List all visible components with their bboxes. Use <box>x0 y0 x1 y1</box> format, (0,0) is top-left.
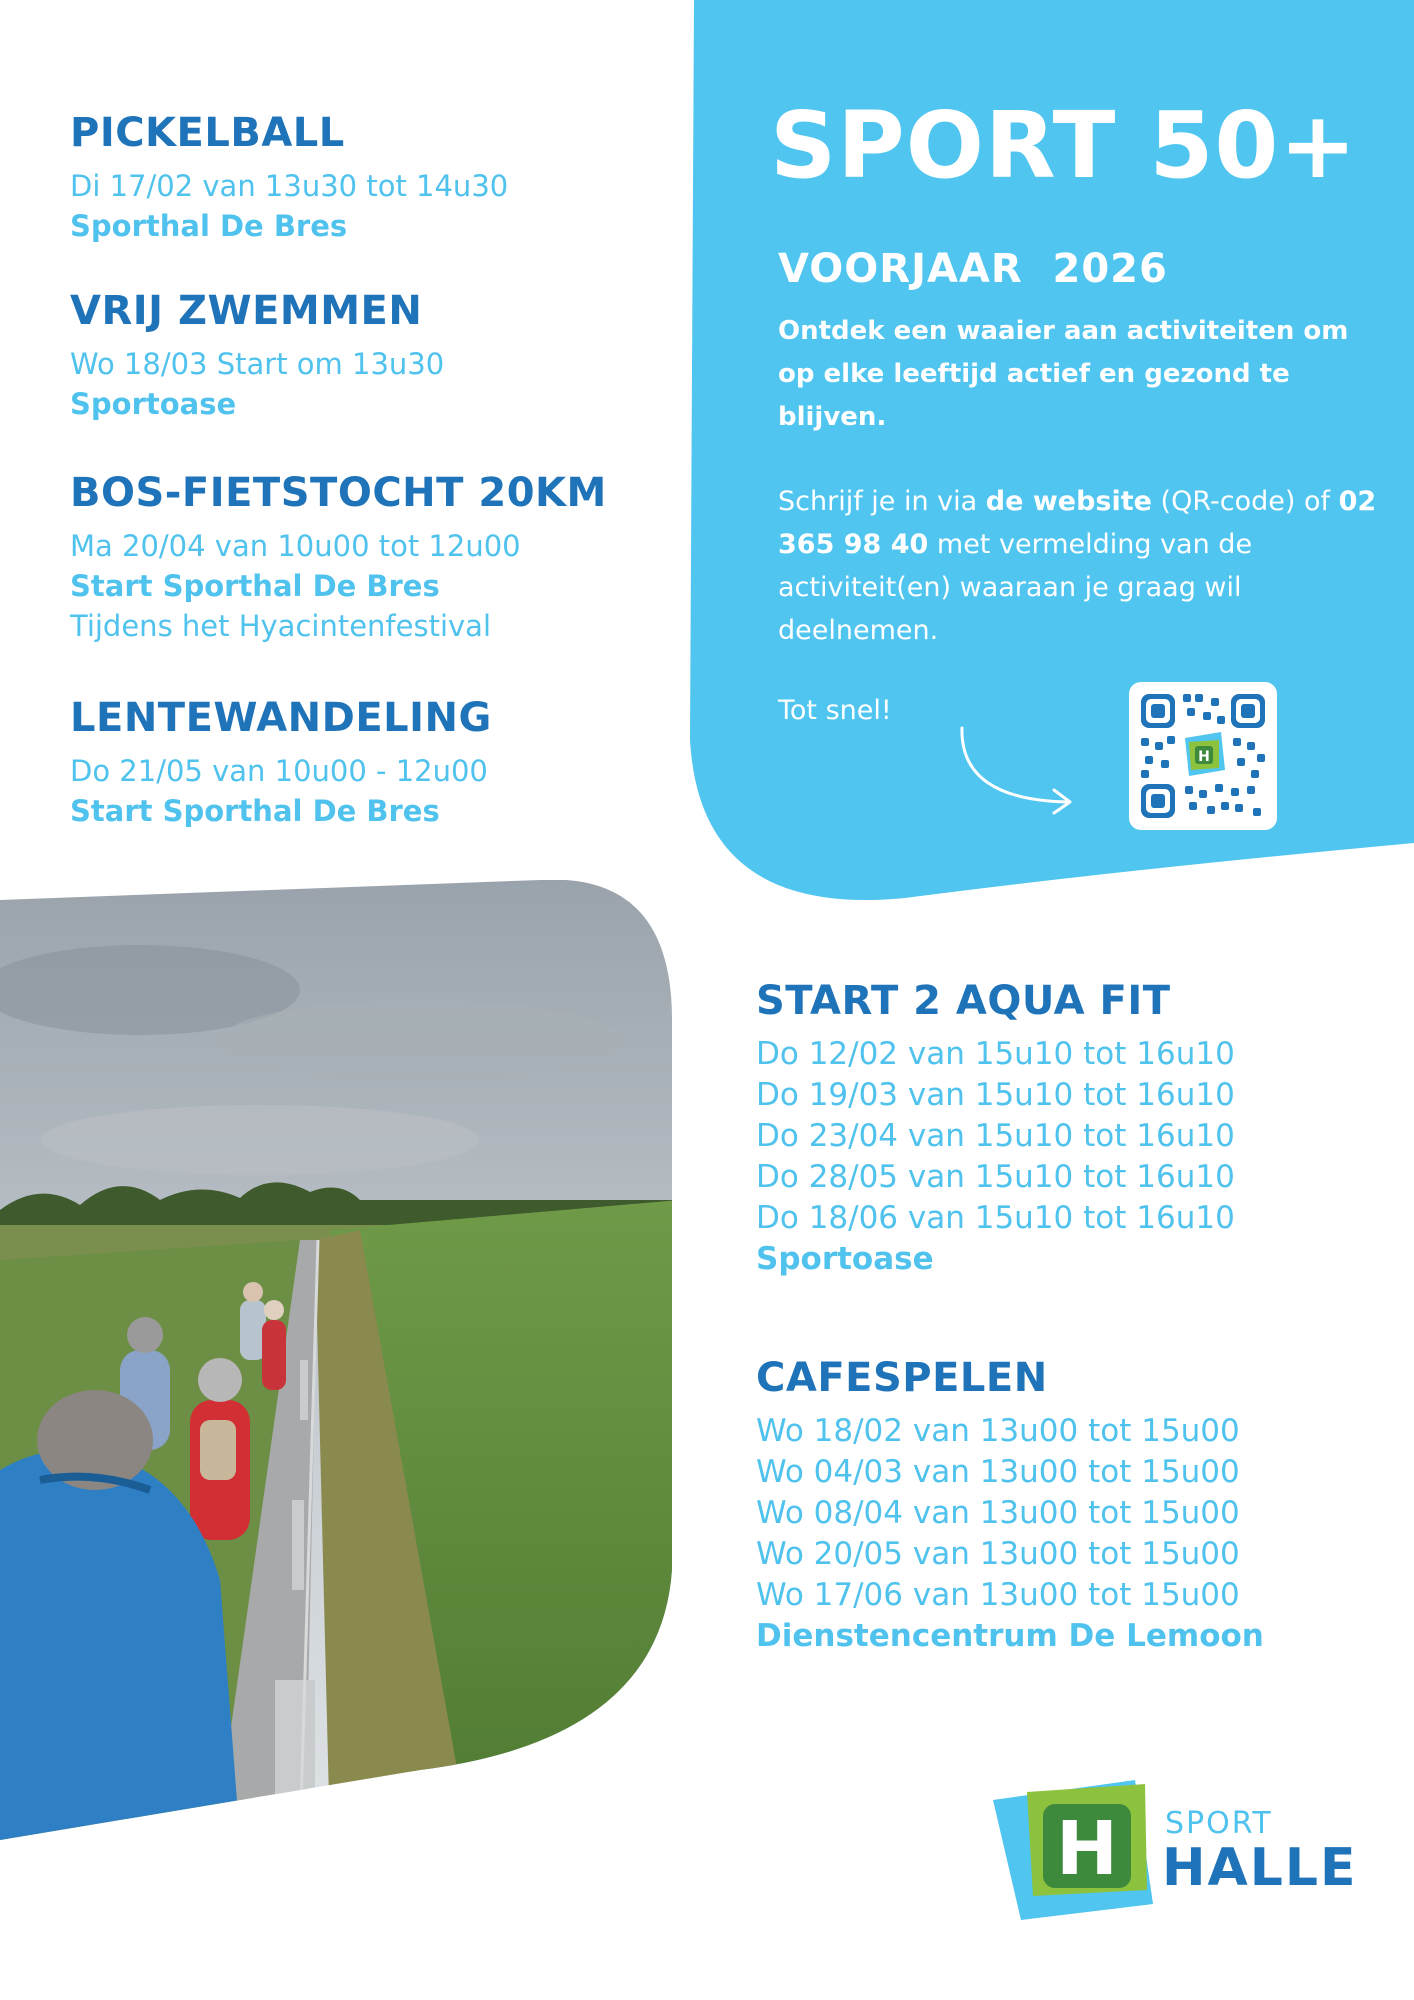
activity-title: START 2 AQUA FIT <box>756 978 1171 1024</box>
phone-number[interactable]: 02 365 98 40 <box>778 486 1377 560</box>
activity-cafespelen <box>756 1355 1264 1657</box>
activity-location: Start Sporthal De Bres <box>70 569 440 603</box>
walking-group-photo <box>0 880 680 1840</box>
activity-start-2-aqua-fit <box>756 978 1235 1280</box>
activity-location: Sporthal De Bres <box>70 209 348 243</box>
activity-location: Dienstencentrum De Lemoon <box>756 1618 1264 1654</box>
activity-date: Wo 18/03 Start om 13u30 <box>70 347 445 381</box>
season-label: VOORJAAR 2026 <box>778 246 1168 292</box>
activity-title: CAFESPELEN <box>756 1355 1048 1401</box>
page-title: SPORT 50+ <box>770 92 1358 199</box>
activity-date: Wo 18/02 van 13u00 tot 15u00 <box>756 1413 1240 1449</box>
activity-extra: Tijdens het Hyacintenfestival <box>70 609 491 643</box>
activity-title: LENTEWANDELING <box>70 695 492 741</box>
logo-sport-text: SPORT <box>1165 1806 1273 1841</box>
activity-lentewandeling <box>70 695 492 831</box>
activity-pickelball <box>70 110 508 246</box>
activity-vrij-zwemmen <box>70 288 444 424</box>
qr-code-icon[interactable] <box>1129 682 1277 830</box>
activity-date: Di 17/02 van 13u30 tot 14u30 <box>70 169 509 203</box>
activity-location: Sportoase <box>756 1241 934 1277</box>
activity-location: Sportoase <box>70 387 237 421</box>
farewell-text: Tot snel! <box>778 695 892 726</box>
activity-date: Do 23/04 van 15u10 tot 16u10 <box>756 1118 1235 1154</box>
signup-part1: Schrijf je in via <box>778 486 986 517</box>
activity-title: PICKELBALL <box>70 110 345 156</box>
activity-date: Wo 17/06 van 13u00 tot 15u00 <box>756 1577 1240 1613</box>
activity-location: Start Sporthal De Bres <box>70 794 440 828</box>
activity-title: VRIJ ZWEMMEN <box>70 288 423 334</box>
activity-date: Do 21/05 van 10u00 - 12u00 <box>70 754 488 788</box>
activity-date: Do 12/02 van 15u10 tot 16u10 <box>756 1036 1235 1072</box>
svg-text:H: H <box>1198 749 1210 765</box>
activity-date: Ma 20/04 van 10u00 tot 12u00 <box>70 529 521 563</box>
activity-date: Wo 08/04 van 13u00 tot 15u00 <box>756 1495 1240 1531</box>
activity-date: Wo 04/03 van 13u00 tot 15u00 <box>756 1454 1240 1490</box>
website-link[interactable]: de website <box>985 486 1152 517</box>
signup-part2: (QR-code) of <box>1151 486 1339 517</box>
signup-part3: met vermelding van de activiteit(en) waaraan je graag wil deelnemen. <box>778 529 1253 646</box>
intro-text: Ontdek een waaier aan activiteiten om op elke leeftijd actief en gezond te blijven. <box>778 316 1349 432</box>
activity-date: Do 28/05 van 15u10 tot 16u10 <box>756 1159 1235 1195</box>
activity-date: Wo 20/05 van 13u00 tot 15u00 <box>756 1536 1240 1572</box>
activity-date: Do 18/06 van 15u10 tot 16u10 <box>756 1200 1235 1236</box>
logo-letter: H <box>1056 1806 1118 1892</box>
logo-brand-text: HALLE <box>1162 1838 1358 1898</box>
curved-arrow-icon <box>950 720 1085 820</box>
activity-bos-fietstocht <box>70 470 607 646</box>
activity-title: BOS-FIETSTOCHT 20KM <box>70 470 607 516</box>
activity-date: Do 19/03 van 15u10 tot 16u10 <box>756 1077 1235 1113</box>
signup-text <box>778 480 1378 652</box>
